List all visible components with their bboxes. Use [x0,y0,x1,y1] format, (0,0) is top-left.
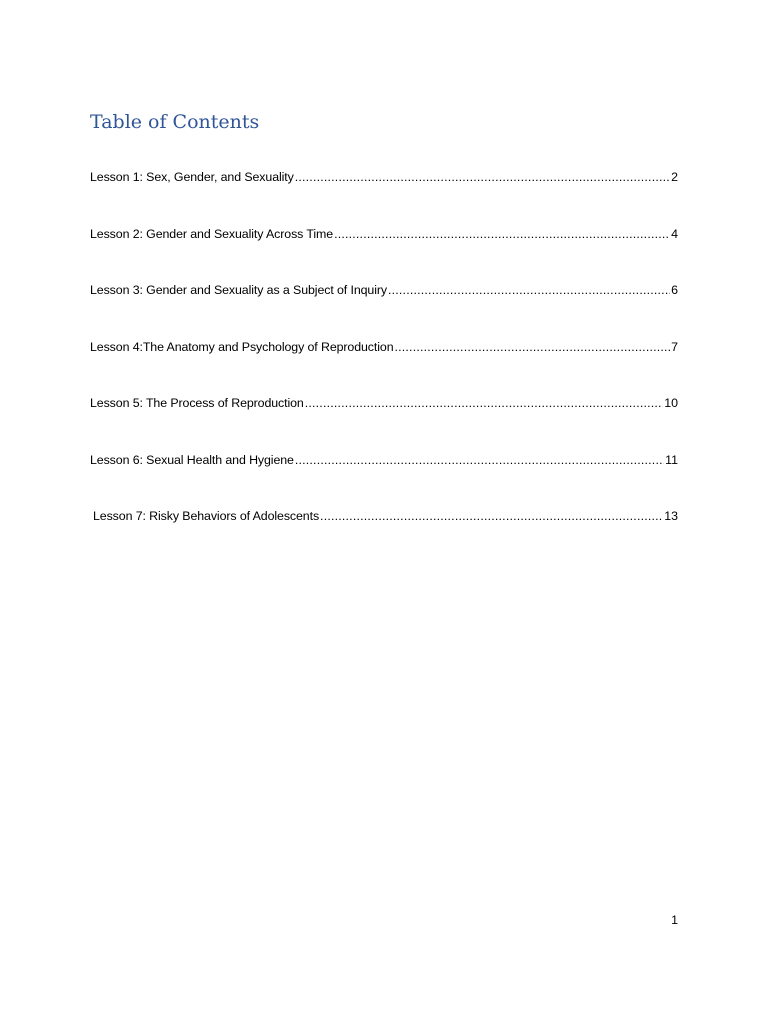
toc-entry[interactable] [90,225,678,243]
toc-dot-leader [334,225,670,243]
toc-entry[interactable] [90,281,678,299]
toc-entry-page: 11 [665,452,678,467]
toc-dot-leader [305,394,663,412]
toc-entry-label: Lesson 3: Gender and Sexuality as a Subject of Inquiry [90,283,387,297]
toc-entry-page: 7 [671,339,678,354]
toc-entry[interactable] [90,338,678,356]
toc-entry-label: Lesson 2: Gender and Sexuality Across Time [90,226,334,241]
toc-entry-page: 2 [671,170,678,184]
toc-entry-page: 10 [664,396,678,410]
toc-dot-leader [295,451,664,469]
toc-list [90,168,678,564]
toc-entry[interactable] [90,507,678,525]
toc-entry-page: 13 [664,509,678,523]
toc-title: Table of Contents [90,111,260,133]
toc-entry-label: Lesson 6: Sexual Health and Hygiene [90,452,294,467]
toc-dot-leader [320,507,663,525]
toc-entry[interactable] [90,394,678,412]
toc-entry-page: 4 [671,226,678,241]
toc-dot-leader [394,338,670,356]
toc-entry[interactable] [90,168,678,186]
toc-entry-label: Lesson 4:The Anatomy and Psychology of Reproduction [90,339,394,354]
toc-dot-leader [295,168,670,186]
toc-dot-leader [388,281,670,299]
page-number: 1 [671,913,678,927]
toc-entry-page: 6 [671,283,678,297]
toc-entry-label: Lesson 5: The Process of Reproduction [90,396,304,410]
toc-entry[interactable] [90,451,678,469]
toc-entry-label: Lesson 7: Risky Behaviors of Adolescents [93,509,320,523]
toc-entry-label: Lesson 1: Sex, Gender, and Sexuality [90,170,294,184]
